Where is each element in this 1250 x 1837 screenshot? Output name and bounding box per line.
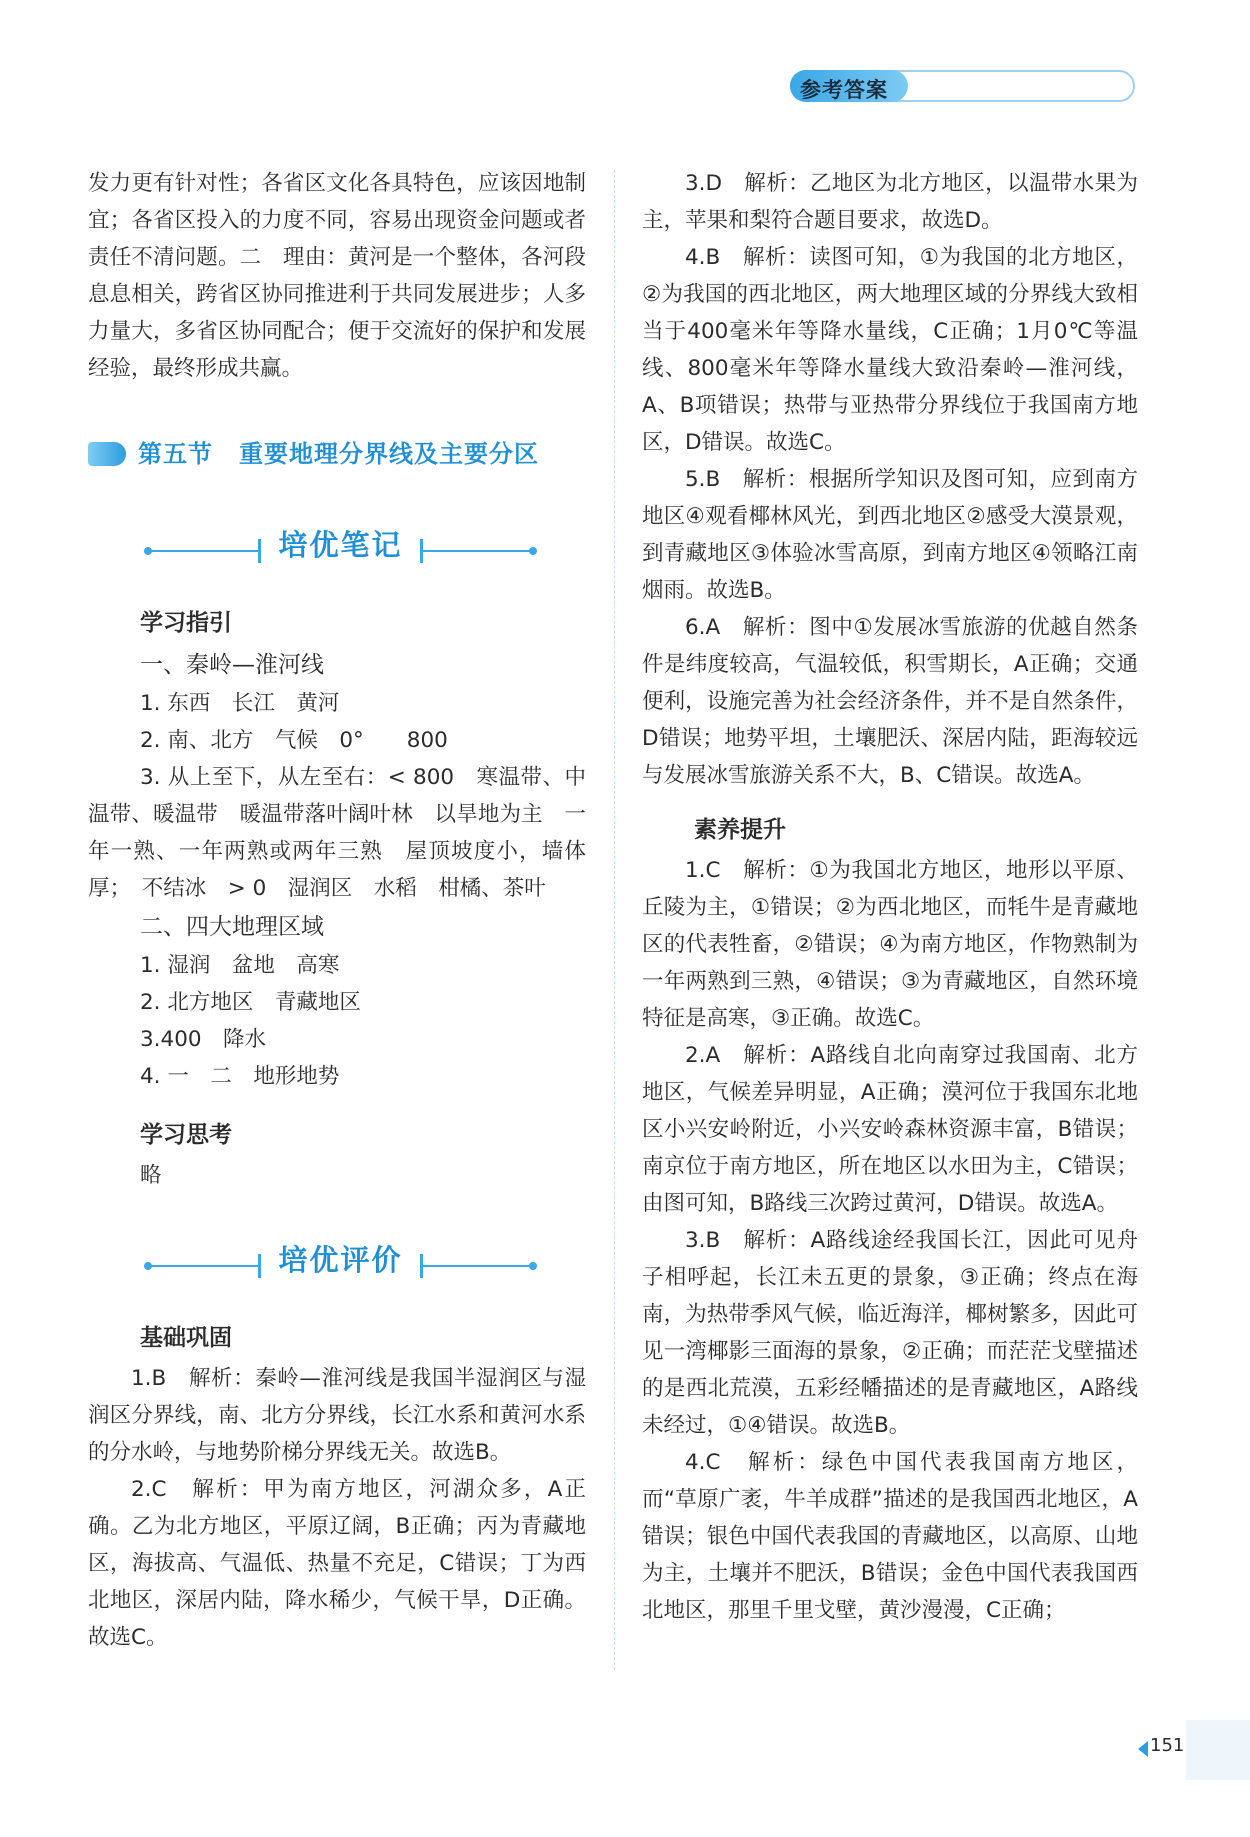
- answer-item: 1.C 解析：①为我国北方地区，地形以平原、丘陵为主，①错误；②为西北地区，而牦牛是青藏地区的代表牲畜，②错误；④为南方地区，作物熟制为一年两熟到三熟，④错误；③为青藏地区，自然环境特征是高寒，③正确。故选C。: [642, 858, 1138, 1031]
- part1-item: 3. 从上至下，从左至右：< 800 寒温带、中温带、暖温带 暖温带落叶阔叶林 以旱地为主 一年一熟、一年两熟或两年三熟 屋顶坡度小，墙体厚； 不结冰 > 0 湿润区 水稻 柑橘、茶叶: [88, 765, 586, 901]
- section-number: 第五节: [138, 439, 213, 468]
- answer-item: 2.C 解析：甲为南方地区，河湖众多，A正确。乙为北方地区，平原辽阔，B正确；丙为青藏地区，海拔高、气温低、热量不充足，C错误；丁为西北地区，深居内陆，降水稀少，气候干旱，D正确。故选C。: [88, 1477, 586, 1650]
- study-think-text: 略: [140, 1163, 162, 1188]
- right-column: [642, 165, 1138, 1629]
- header-tab-label: 参考答案: [800, 78, 888, 102]
- banner-notes: [148, 519, 533, 583]
- column-divider: [614, 170, 615, 1670]
- banner-eval-text: 培优评价: [278, 1243, 403, 1277]
- answer-item: 2.A 解析：A路线自北向南穿过我国南、北方地区，气候差异明显，A正确；漠河位于我国东北地区小兴安岭附近，小兴安岭森林资源丰富，B错误；南京位于南方地区，所在地区以水田为主，C错误；由图可知，B路线三次跨过黄河，D错误。故选A。: [642, 1043, 1138, 1216]
- left-column: [88, 165, 586, 1656]
- study-think-heading: 学习思考: [140, 1122, 232, 1148]
- part2-title: 二、四大地理区域: [140, 914, 324, 940]
- part1-item: 2. 南、北方 气候 0° 800: [140, 728, 448, 753]
- header-tab: [790, 70, 1135, 102]
- page-number: 151: [1150, 1735, 1185, 1756]
- part1-title: 一、秦岭—淮河线: [140, 652, 324, 678]
- study-guide-heading: 学习指引: [140, 610, 232, 636]
- page-arrow-icon: [1138, 1741, 1148, 1757]
- part1-item: 1. 东西 长江 黄河: [140, 691, 340, 716]
- part2-item: 1. 湿润 盆地 高寒: [140, 953, 340, 978]
- page-corner: [1186, 1720, 1250, 1780]
- banner-notes-text: 培优笔记: [278, 528, 403, 562]
- banner-eval: [148, 1234, 533, 1298]
- section-title: [88, 429, 586, 479]
- answer-item: 3.B 解析：A路线途经我国长江，因此可见舟子相呼起，长江未五更的景象，③正确；终点在海南，为热带季风气候，临近海洋，椰树繁多，因此可见一湾椰影三面海的景象，②正确；而茫茫戈壁描述的是西北荒漠，五彩经幡描述的是青藏地区，A路线未经过，①④错误。故选B。: [642, 1228, 1138, 1438]
- section-bar-icon: [88, 442, 126, 466]
- answer-item: 4.C 解析：绿色中国代表我国南方地区，而“草原广袤，牛羊成群”描述的是我国西北地区，A错误；银色中国代表我国的青藏地区，以高原、山地为主，土壤并不肥沃，B错误；金色中国代表我国西北地区，那里千里戈壁，黄沙漫漫，C正确；: [642, 1450, 1138, 1623]
- improve-heading: 素养提升: [694, 817, 786, 843]
- answer-item: 1.B 解析：秦岭—淮河线是我国半湿润区与湿润区分界线，南、北方分界线，长江水系和黄河水系的分水岭，与地势阶梯分界线无关。故选B。: [88, 1366, 586, 1465]
- part2-item: 3.400 降水: [140, 1027, 267, 1052]
- answer-item: 3.D 解析：乙地区为北方地区，以温带水果为主，苹果和梨符合题目要求，故选D。: [642, 171, 1138, 233]
- answer-item: 5.B 解析：根据所学知识及图可知，应到南方地区④观看椰林风光，到西北地区②感受大漠景观，到青藏地区③体验冰雪高原，到南方地区④领略江南烟雨。故选B。: [642, 467, 1138, 603]
- answer-item: 6.A 解析：图中①发展冰雪旅游的优越自然条件是纬度较高，气温较低，积雪期长，A正确；交通便利，设施完善为社会经济条件，并不是自然条件，D错误；地势平坦，土壤肥沃、深居内陆，距海较远与发展冰雪旅游关系不大，B、C错误。故选A。: [642, 615, 1138, 788]
- basic-heading: 基础巩固: [140, 1325, 232, 1351]
- intro-paragraph: 发力更有针对性；各省区文化各具特色，应该因地制宜；各省区投入的力度不同，容易出现资金问题或者责任不清问题。二 理由：黄河是一个整体，各河段息息相关，跨省区协同推进利于共同发展进步；人多力量大，多省区协同配合；便于交流好的保护和发展经验，最终形成共赢。: [88, 171, 586, 381]
- part2-item: 2. 北方地区 青藏地区: [140, 990, 361, 1015]
- part2-item: 4. 一 二 地形地势: [140, 1064, 340, 1089]
- section-heading: 重要地理分界线及主要分区: [239, 439, 539, 468]
- answer-item: 4.B 解析：读图可知，①为我国的北方地区，②为我国的西北地区，两大地理区域的分界线大致相当于400毫米年等降水量线，C正确；1月0℃等温线、800毫米年等降水量线大致沿秦岭—淮河线，A、B项错误；热带与亚热带分界线位于我国南方地区，D错误。故选C。: [642, 245, 1138, 455]
